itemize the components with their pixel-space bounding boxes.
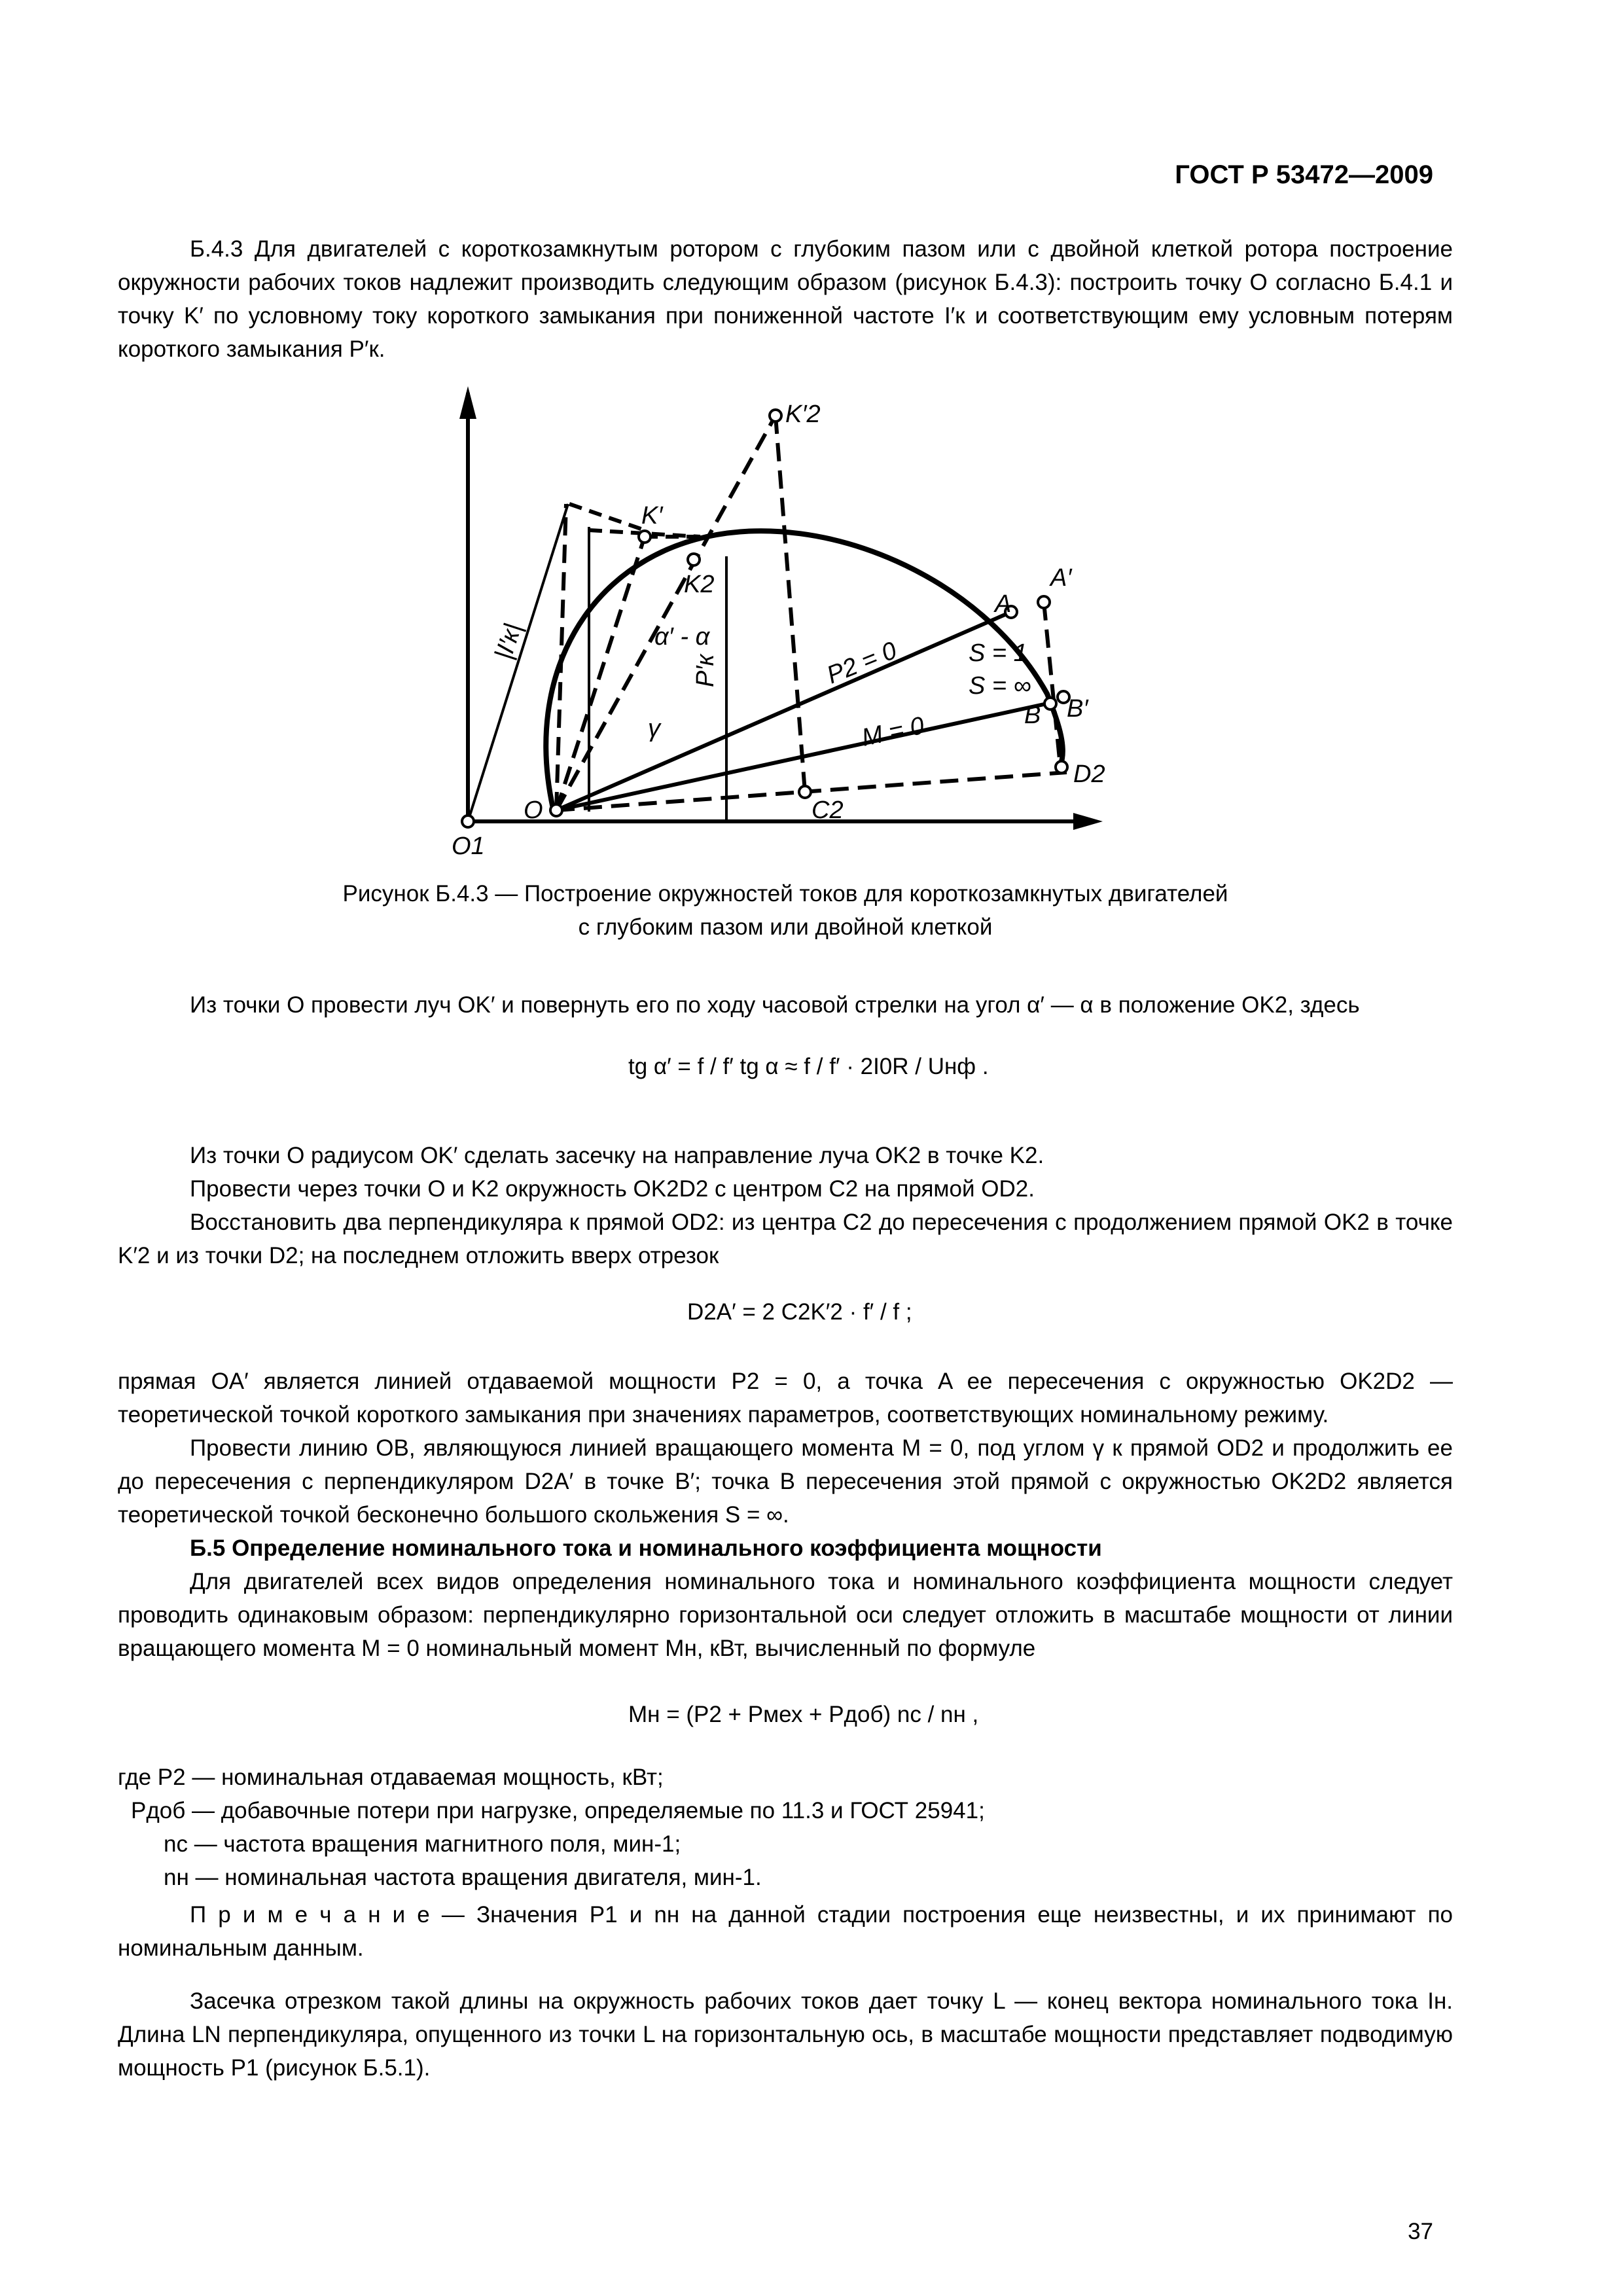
paragraph-6: прямая OA′ является линией отдаваемой мощности P2 = 0, а точка A ее пересечения с окружностью OK2D2 — теоретической точкой короткого замыкания при значениях параметров, соответствующих номинальному режиму. <box>118 1369 1453 1427</box>
body-block-4 <box>118 1898 1453 2085</box>
def-item: nн — номинальная частота вращения двигателя, мин-1. <box>164 1865 762 1890</box>
label-k-prime: K′ <box>641 502 663 529</box>
label-s1: S = 1 <box>969 639 1027 667</box>
section-title-b5: Б.5 Определение номинального тока и номинального коэффициента мощности <box>190 1535 1102 1561</box>
body-block-3 <box>118 1365 1453 1665</box>
formula-d2a: D2A′ = 2 C2K′2 · f′ / f ; <box>687 1299 912 1325</box>
label-c2: C2 <box>812 797 844 824</box>
paragraph-b43: Б.4.3 Для двигателей с короткозамкнутым ротором с глубоким пазом или с двойной клеткой ротора построение окружности рабочих токов надлежит производить следующим образом (рисунок Б.4.3): построить точку O согласно Б.4.1 и точку K′ по условному току короткого замыкания при пониженной частоте I′к и соответствующим ему условным потерям короткого замыкания P′к. <box>118 236 1453 362</box>
label-alpha: α′ - α <box>654 623 710 651</box>
def-item: где P2 — номинальная отдаваемая мощность, кВт; <box>118 1765 664 1790</box>
perp-d2 <box>1044 602 1060 766</box>
formula-tg: tg α′ = f / f′ tg α ≈ f / f′ · 2I0R / Uнф . <box>628 1054 989 1079</box>
caption-line-2: с глубоким пазом или двойной клеткой <box>578 914 993 940</box>
paragraph-3: Из точки O радиусом OK′ сделать засечку на направление луча OK2 в точке K2. <box>190 1143 1044 1168</box>
label-a: A <box>995 590 1012 618</box>
paragraph-7: Провести линию OB, являющуюся линией вращающего момента M = 0, под углом γ к прямой OD2 и продолжить ее до пересечения с перпендикуляром D2A′ в точке B′; точка B пересечения этой прямой с окружностью OK2D2 является теоретической точкой бесконечно большого скольжения S = ∞. <box>118 1435 1453 1528</box>
formula-mn: Mн = (P2 + Pмех + Pдоб) nс / nн , <box>628 1702 979 1727</box>
label-m-zero: M = 0 <box>859 711 927 752</box>
label-sinf: S = ∞ <box>969 672 1031 700</box>
page-number: 37 <box>1408 2219 1433 2244</box>
def-item: Pдоб — добавочные потери при нагрузке, определяемые по 11.3 и ГОСТ 25941; <box>131 1798 985 1823</box>
note: П р и м е ч а н и е — Значения P1 и nн на данной стадии построения еще неизвестны, и их принимают по номинальным данным. <box>118 1902 1453 1961</box>
label-b: B <box>1024 702 1041 729</box>
standard-header: ГОСТ Р 53472—2009 <box>1175 160 1433 189</box>
label-o: O <box>524 797 543 824</box>
label-k2-prime: K′2 <box>785 401 821 428</box>
paragraph-4: Провести через точки O и K2 окружность OK2D2 с центром C2 на прямой OD2. <box>190 1176 1035 1202</box>
definitions-list <box>118 1761 1453 1894</box>
body-block-2 <box>118 1139 1453 1272</box>
body-block-1 <box>118 988 1453 1022</box>
label-a-prime: A′ <box>1050 564 1072 592</box>
current-circle-arc <box>546 531 1063 808</box>
label-b-prime: B′ <box>1067 695 1088 723</box>
label-pk: P′к <box>692 654 719 687</box>
paragraph-8: Для двигателей всех видов определения номинального тока и номинального коэффициента мощности следует проводить одинаковым образом: перпендикулярно горизонтальной оси следует отложить в масштабе мощности от линии вращающего момента M = 0 номинальный момент Mн, кВт, вычисленный по формуле <box>118 1569 1453 1661</box>
label-p2-zero: P2 = 0 <box>823 636 901 690</box>
label-gamma: γ <box>648 715 660 742</box>
line-ok-prime <box>556 537 645 810</box>
label-ik: |I′к| <box>490 620 527 663</box>
figure-caption <box>118 877 1453 944</box>
caption-line-1: Рисунок Б.4.3 — Построение окружностей токов для короткозамкнутых двигателей <box>342 881 1228 906</box>
label-k2: K2 <box>684 571 715 598</box>
def-item: nс — частота вращения магнитного поля, мин-1; <box>164 1831 681 1857</box>
paragraph-2: Из точки O провести луч OK′ и повернуть его по ходу часовой стрелки на угол α′ — α в положение OK2, здесь <box>190 992 1360 1018</box>
perp-c2 <box>776 416 805 792</box>
label-d2: D2 <box>1073 761 1105 788</box>
paragraph-5: Восстановить два перпендикуляра к прямой OD2: из центра C2 до пересечения с продолжением прямой OK2 в точке K′2 и из точки D2; на последнем отложить вверх отрезок <box>118 1210 1453 1268</box>
paragraph-9: Засечка отрезком такой длины на окружность рабочих токов дает точку L — конец вектора номинального тока Iн. Длина LN перпендикуляра, опущенного из точки L на горизонтальную ось, в масштабе мощности представляет подводимую мощность P1 (рисунок Б.5.1). <box>118 1988 1453 2081</box>
label-o1: O1 <box>452 833 485 860</box>
